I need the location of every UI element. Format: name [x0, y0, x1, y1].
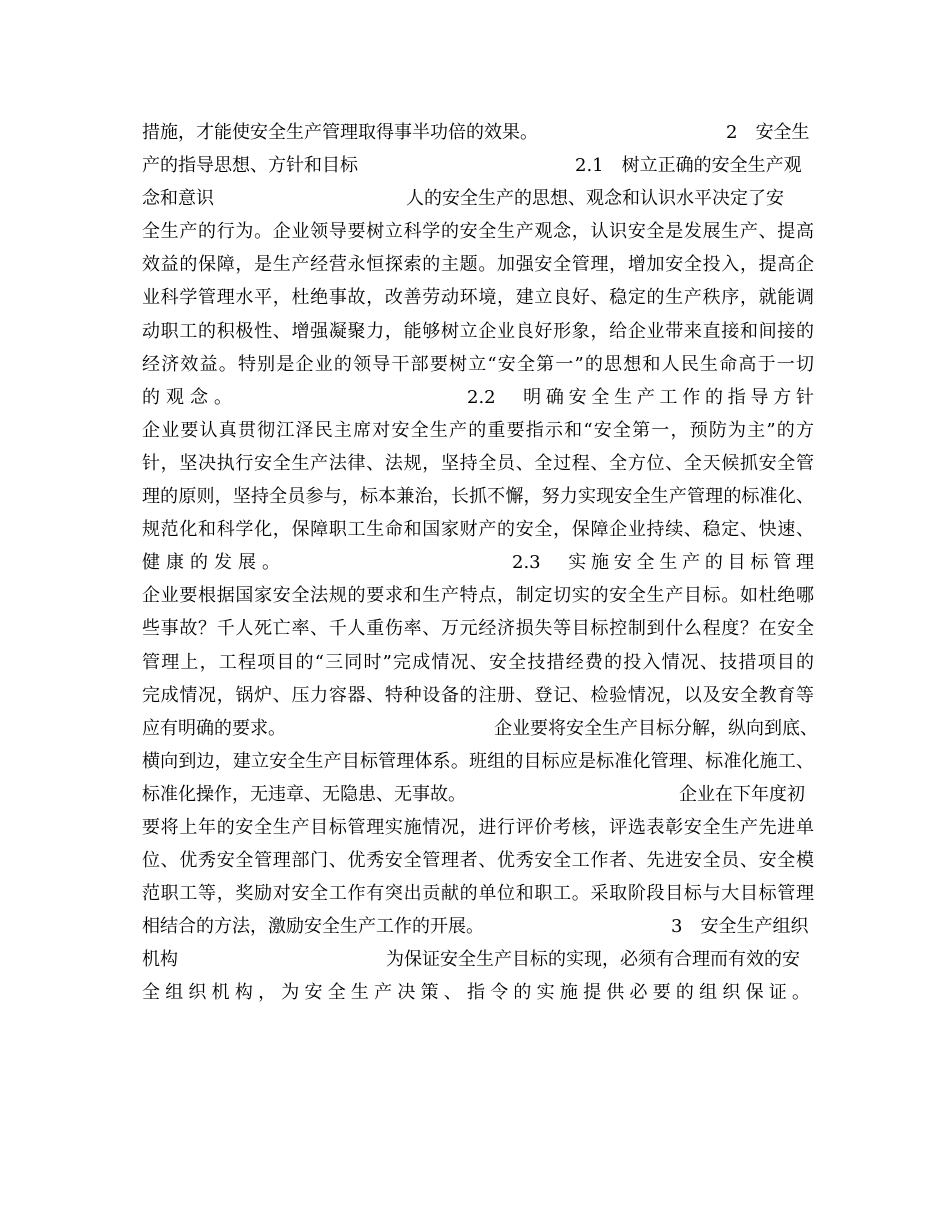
text-line	[142, 910, 814, 943]
text-line	[142, 778, 814, 811]
line-right-text: 人的安全生产的思想、观念和认识水平决定了安	[406, 188, 784, 210]
text-line: 企业要根据国家安全法规的要求和生产特点，制定切实的安全生产目标。如杜绝哪	[142, 585, 814, 607]
line-right-text: 为保证安全生产目标的实现，必须有合理而有效的安	[386, 949, 800, 971]
text-line: 些事故？千人死亡率、千人重伤率、万元经济损失等目标控制到什么程度？在安全	[142, 618, 814, 640]
text-line	[142, 116, 814, 149]
text-line: 完成情况，锅炉、压力容器、特种设备的注册、登记、检验情况，以及安全教育等	[142, 684, 814, 706]
line-left-text: 相结合的方法，激励安全生产工作的开展。	[142, 916, 484, 938]
text-line: 全组织机构，为安全生产决策、指令的实施提供必要的组织保证。	[142, 982, 810, 1004]
text-line: 企业要认真贯彻江泽民主席对安全生产的重要指示和“安全第一，预防为主”的方	[142, 419, 814, 441]
line-section-heading: 3 安全生产组织	[671, 916, 809, 938]
line-section-heading: 2.1 树立正确的安全生产观	[575, 155, 802, 177]
line-right-text: 企业在下年度初	[679, 783, 805, 805]
text-line	[142, 943, 814, 976]
text-line: 针，坚决执行安全生产法律、法规，坚持全员、全过程、全方位、全天候抓安全管	[142, 452, 814, 474]
line-section-heading: 2.2 明确安全生产工作的指导方针	[467, 386, 814, 408]
text-line: 理的原则，坚持全员参与，标本兼治，长抓不懈，努力实现安全生产管理的标准化、	[142, 486, 814, 508]
text-line: 经济效益。特别是企业的领导干部要树立“安全第一”的思想和人民生命高于一切	[142, 353, 814, 375]
text-line	[142, 546, 814, 579]
text-line	[142, 712, 818, 745]
line-left-text: 标准化操作，无违章、无隐患、无事故。	[142, 783, 466, 805]
line-right-text: 企业要将安全生产目标分解，纵向到底、	[494, 717, 818, 739]
text-line: 动职工的积极性、增强凝聚力，能够树立企业良好形象，给企业带来直接和间接的	[142, 320, 814, 342]
text-line: 位、优秀安全管理部门、优秀安全管理者、优秀安全工作者、先进安全员、安全模	[142, 850, 814, 872]
line-left-text: 应有明确的要求。	[142, 717, 286, 739]
body-text	[142, 116, 818, 1010]
text-line: 效益的保障，是生产经营永恒探索的主题。加强安全管理，增加安全投入，提高企	[142, 254, 814, 276]
text-line: 要将上年的安全生产目标管理实施情况，进行评价考核，评选表彰安全生产先进单	[142, 816, 814, 838]
text-line: 范职工等，奖励对安全工作有突出贡献的单位和职工。采取阶段目标与大目标管理	[142, 883, 814, 905]
line-section-heading: 2.3 实施安全生产的目标管理	[512, 552, 814, 574]
text-line	[142, 182, 814, 215]
line-left-text: 产的指导思想、方针和目标	[142, 155, 358, 177]
text-line: 管理上，工程项目的“三同时”完成情况、安全技措经费的投入情况、技措项目的	[142, 651, 814, 673]
text-line: 横向到边，建立安全生产目标管理体系。班组的目标应是标准化管理、标准化施工、	[142, 750, 814, 772]
line-left-text: 机构	[142, 949, 178, 971]
text-line: 全生产的行为。企业领导要树立科学的安全生产观念，认识安全是发展生产、提高	[142, 221, 814, 243]
text-line: 业科学管理水平，杜绝事故，改善劳动环境，建立良好、稳定的生产秩序，就能调	[142, 287, 814, 309]
text-line	[142, 149, 814, 182]
text-line	[142, 381, 814, 414]
line-left-text: 措施，才能使安全生产管理取得事半功倍的效果。	[142, 122, 538, 143]
line-section-heading: 2 安全生	[726, 122, 810, 143]
line-left-text: 健康的发展。	[142, 552, 286, 574]
text-line: 规范化和科学化，保障职工生命和国家财产的安全，保障企业持续、稳定、快速、	[142, 519, 814, 541]
line-left-text: 念和意识	[142, 188, 214, 210]
line-left-text: 的观念。	[142, 386, 238, 408]
